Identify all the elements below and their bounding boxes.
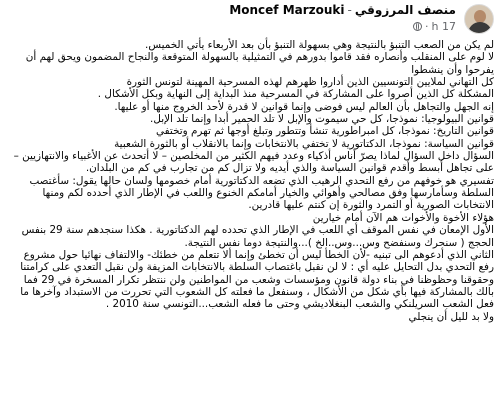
author-avatar[interactable]	[464, 4, 494, 34]
author-name-arabic[interactable]: منصف المرزوقي	[354, 3, 456, 17]
post-time[interactable]: 17 h	[431, 20, 456, 33]
globe-icon[interactable]	[413, 22, 422, 31]
avatar-body	[468, 22, 492, 34]
name-separator: -	[347, 3, 352, 17]
post-header	[0, 0, 500, 40]
meta-dot: ·	[425, 20, 429, 33]
post-body: لم يكن من الصعب التنبؤ بالنتيجة وهي بسهولة التنبؤ بأن بعد الأربعاء يأتي الخميس. لا لوم على المنقلب وأنصاره فقد قاموا بدورهم في التمثيلية بالسهولة المتوقعة والنجاح المضمون ويحق لهم أن يفرحوا وأن ينشطوا كل التهاني لملايين التونسيين الذين أداروا ظهرهم لهذه المسرحية المهينة لتونس الثورة المشكلة كل الذين أصروا على المشاركة في المسرحية منذ البداية إلى النهاية وبكل الأشكال . إنه الجهل والتجاهل بأن العالم ليس فوضى وإنما قوانين لا قدرة لأحد الخروج منها أو عليها. قوانين البيولوجيا: نموذجا، كل حي سيموت والإبل لا تلد الحمير أبدا وإنما تلد الإبل. قوانين التاريخ: نموذجا، كل امبراطورية تنشأ وتتطور وتبلغ أوجها ثم تهرم وتختفي قوانين السياسة: نموذجا، الدكتاتورية لا تختفي بالانتخابات وإنما بالانقلاب أو بالثورة الشعبية السؤال داخل السؤال لماذا يصرّ أناس أذكياء وعدد فيهم الكثير من المخلصين – لا أتحدث عن الأغبياء والانتهازيين – على تجاهل أبسط وأقدم قوانين السياسة والذي أيديه ولا تزال كم من تجارب في كم من البلدان. تفسيري هو خوفهم من رفع التحدي الرهيب الذي تضعه الدكتاتورية أمام خصومها ولسان حالها يقول: سأغتصب السلطة وسأمارسها وفق مصالحي وأهوائي والخيار أمامكم الخنوع واللعب في الإطار الذي أحدده لكم ومنها الانتخابات الصورية أو التمرد والثورة إن كنتم عليها قادرين. هؤلاء الأخوة والأخوات هم الآن أمام خيارين الأول الإمعان في نفس الموقف أي اللعب في الإطار الذي تحدده لهم الدكتاتورية . هكذا سنجدهم سنة 29 بنفس الحجج ( سنحرك وسنفضح وس...وس..الخ )...والنتيجة دوما نفس النتيجة. الثاني الذي أدعوهم الى تبنيه -لأن الخطأ ليس أن تخطئ وإنما ألا تتعلم من خطئك- والالتفاف نهائيا حول مشروع رفع التحدي بدل التحايل عليه أي : لا لن نقبل باغتصاب السلطة بالانتخابات المزيفة ولن نقبل التعدي على كرامتنا وحقوقنا وحظوظنا في بناء دولة قانون ومؤسسات وشعب من المواطنين ولن ننتظر تكرار المسخرة في 29 فما بالك بالمشاركة فيها بأي شكل من الأشكال ، وسنفعل ما فعلته كل الشعوب التي تحررت من الاستبداد وآخرها ما فعل الشعب السريلنكي والشعب البنغلاديشي وحتى ما فعله الشعب...التونسي سنة 2010 . ولا بد لليل أن ينجلي	[13, 39, 494, 323]
author-name[interactable]	[229, 3, 456, 17]
author-name-latin[interactable]: Moncef Marzouki	[229, 3, 345, 17]
post-meta	[410, 20, 456, 33]
